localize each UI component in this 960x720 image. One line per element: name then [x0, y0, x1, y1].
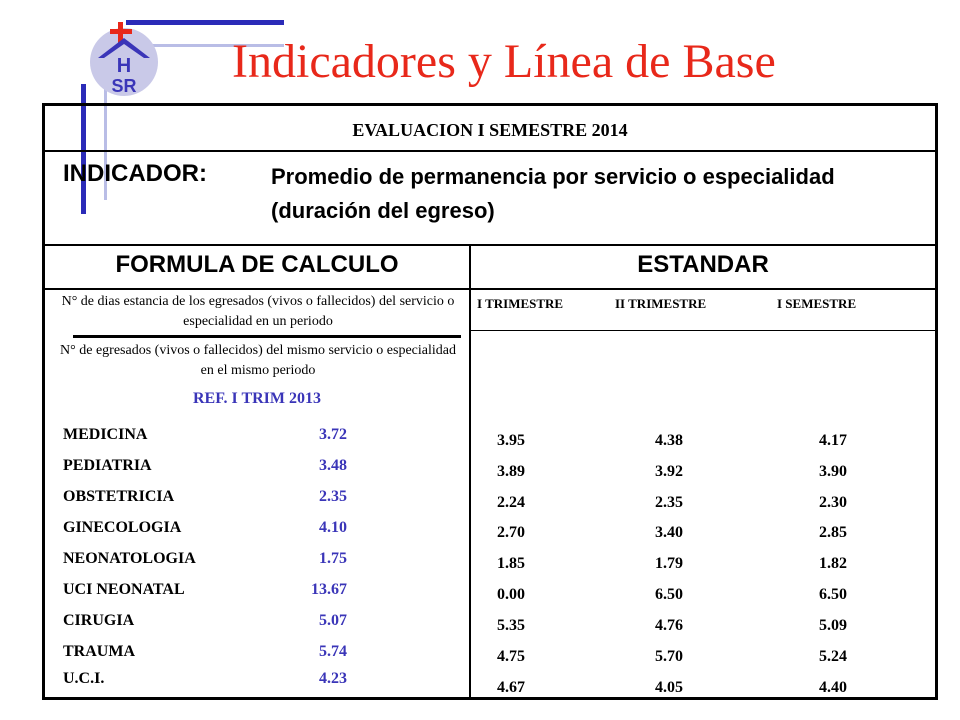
t2-value: 4.38: [655, 432, 683, 449]
reference-label: REF. I TRIM 2013: [192, 390, 322, 407]
formula-header: FORMULA DE CALCULO: [115, 251, 399, 278]
service-label: OBSTETRICIA: [63, 488, 175, 505]
column-divider: [469, 244, 471, 697]
hospital-logo: [84, 18, 164, 98]
ref-value: 2.35: [319, 488, 347, 505]
ref-value: 3.72: [319, 426, 347, 443]
ref-value: 4.23: [319, 670, 347, 687]
sem-value: 1.82: [819, 555, 847, 572]
t2-value: 6.50: [655, 586, 683, 603]
t2-value: 2.35: [655, 494, 683, 511]
service-label: MEDICINA: [63, 426, 148, 443]
formula-numerator: N° de dias estancia de los egresados (vivos o fallecidos) del servicio o especialidad en un periodo: [61, 294, 455, 329]
t1-value: 5.35: [497, 617, 525, 634]
sem-value: 5.09: [819, 617, 847, 634]
t1-value: 4.75: [497, 648, 525, 665]
t1-value: 2.24: [497, 494, 525, 511]
t2-value: 1.79: [655, 555, 683, 572]
service-label: NEONATOLOGIA: [63, 550, 196, 567]
period-header-sem: I SEMESTRE: [777, 296, 857, 311]
t1-value: 1.85: [497, 555, 525, 572]
service-label: GINECOLOGIA: [63, 519, 182, 536]
period-header-t1: I TRIMESTRE: [477, 296, 564, 311]
sem-value: 4.17: [819, 432, 847, 449]
sem-value: 2.30: [819, 494, 847, 511]
t2-value: 3.92: [655, 463, 683, 480]
t1-value: 3.89: [497, 463, 525, 480]
indicator-table: [42, 103, 938, 700]
logo-letters-bottom: SR: [111, 76, 137, 96]
t1-value: 2.70: [497, 524, 525, 541]
sem-value: 4.40: [819, 679, 847, 696]
t1-value: 3.95: [497, 432, 525, 449]
t2-value: 3.40: [655, 524, 683, 541]
period-header-t2: II TRIMESTRE: [615, 296, 707, 311]
service-label: UCI NEONATAL: [63, 581, 185, 598]
formula-denominator: N° de egresados (vivos o fallecidos) del mismo servicio o especialidad en el mismo periodo: [60, 343, 456, 378]
indicator-row: [45, 150, 935, 246]
t2-value: 5.70: [655, 648, 683, 665]
service-label: U.C.I.: [63, 670, 105, 687]
ref-value: 5.74: [319, 643, 347, 660]
t2-value: 4.05: [655, 679, 683, 696]
ref-value: 5.07: [319, 612, 347, 629]
t2-value: 4.76: [655, 617, 683, 634]
indicator-text: Promedio de permanencia por servicio o especialidad (duración del egreso): [271, 164, 835, 223]
sem-value: 3.90: [819, 463, 847, 480]
column-headers: [45, 244, 935, 290]
service-label: PEDIATRIA: [63, 457, 152, 474]
fraction-line: [73, 335, 461, 338]
page-title: Indicadores y Línea de Base: [232, 35, 776, 88]
ref-value: 13.67: [311, 581, 347, 598]
service-label: TRAUMA: [63, 643, 135, 660]
logo-letters-top: H: [116, 55, 132, 77]
t1-value: 4.67: [497, 679, 525, 696]
sem-value: 2.85: [819, 524, 847, 541]
sem-value: 5.24: [819, 648, 847, 665]
standard-header: ESTANDAR: [637, 251, 769, 278]
service-label: CIRUGIA: [63, 612, 135, 629]
t1-value: 0.00: [497, 586, 525, 603]
period-divider: [471, 330, 935, 331]
indicator-label: INDICADOR:: [63, 160, 207, 187]
ref-value: 4.10: [319, 519, 347, 536]
ref-value: 3.48: [319, 457, 347, 474]
ref-value: 1.75: [319, 550, 347, 567]
sem-value: 6.50: [819, 586, 847, 603]
evaluation-header: EVALUACION I SEMESTRE 2014: [45, 106, 935, 152]
